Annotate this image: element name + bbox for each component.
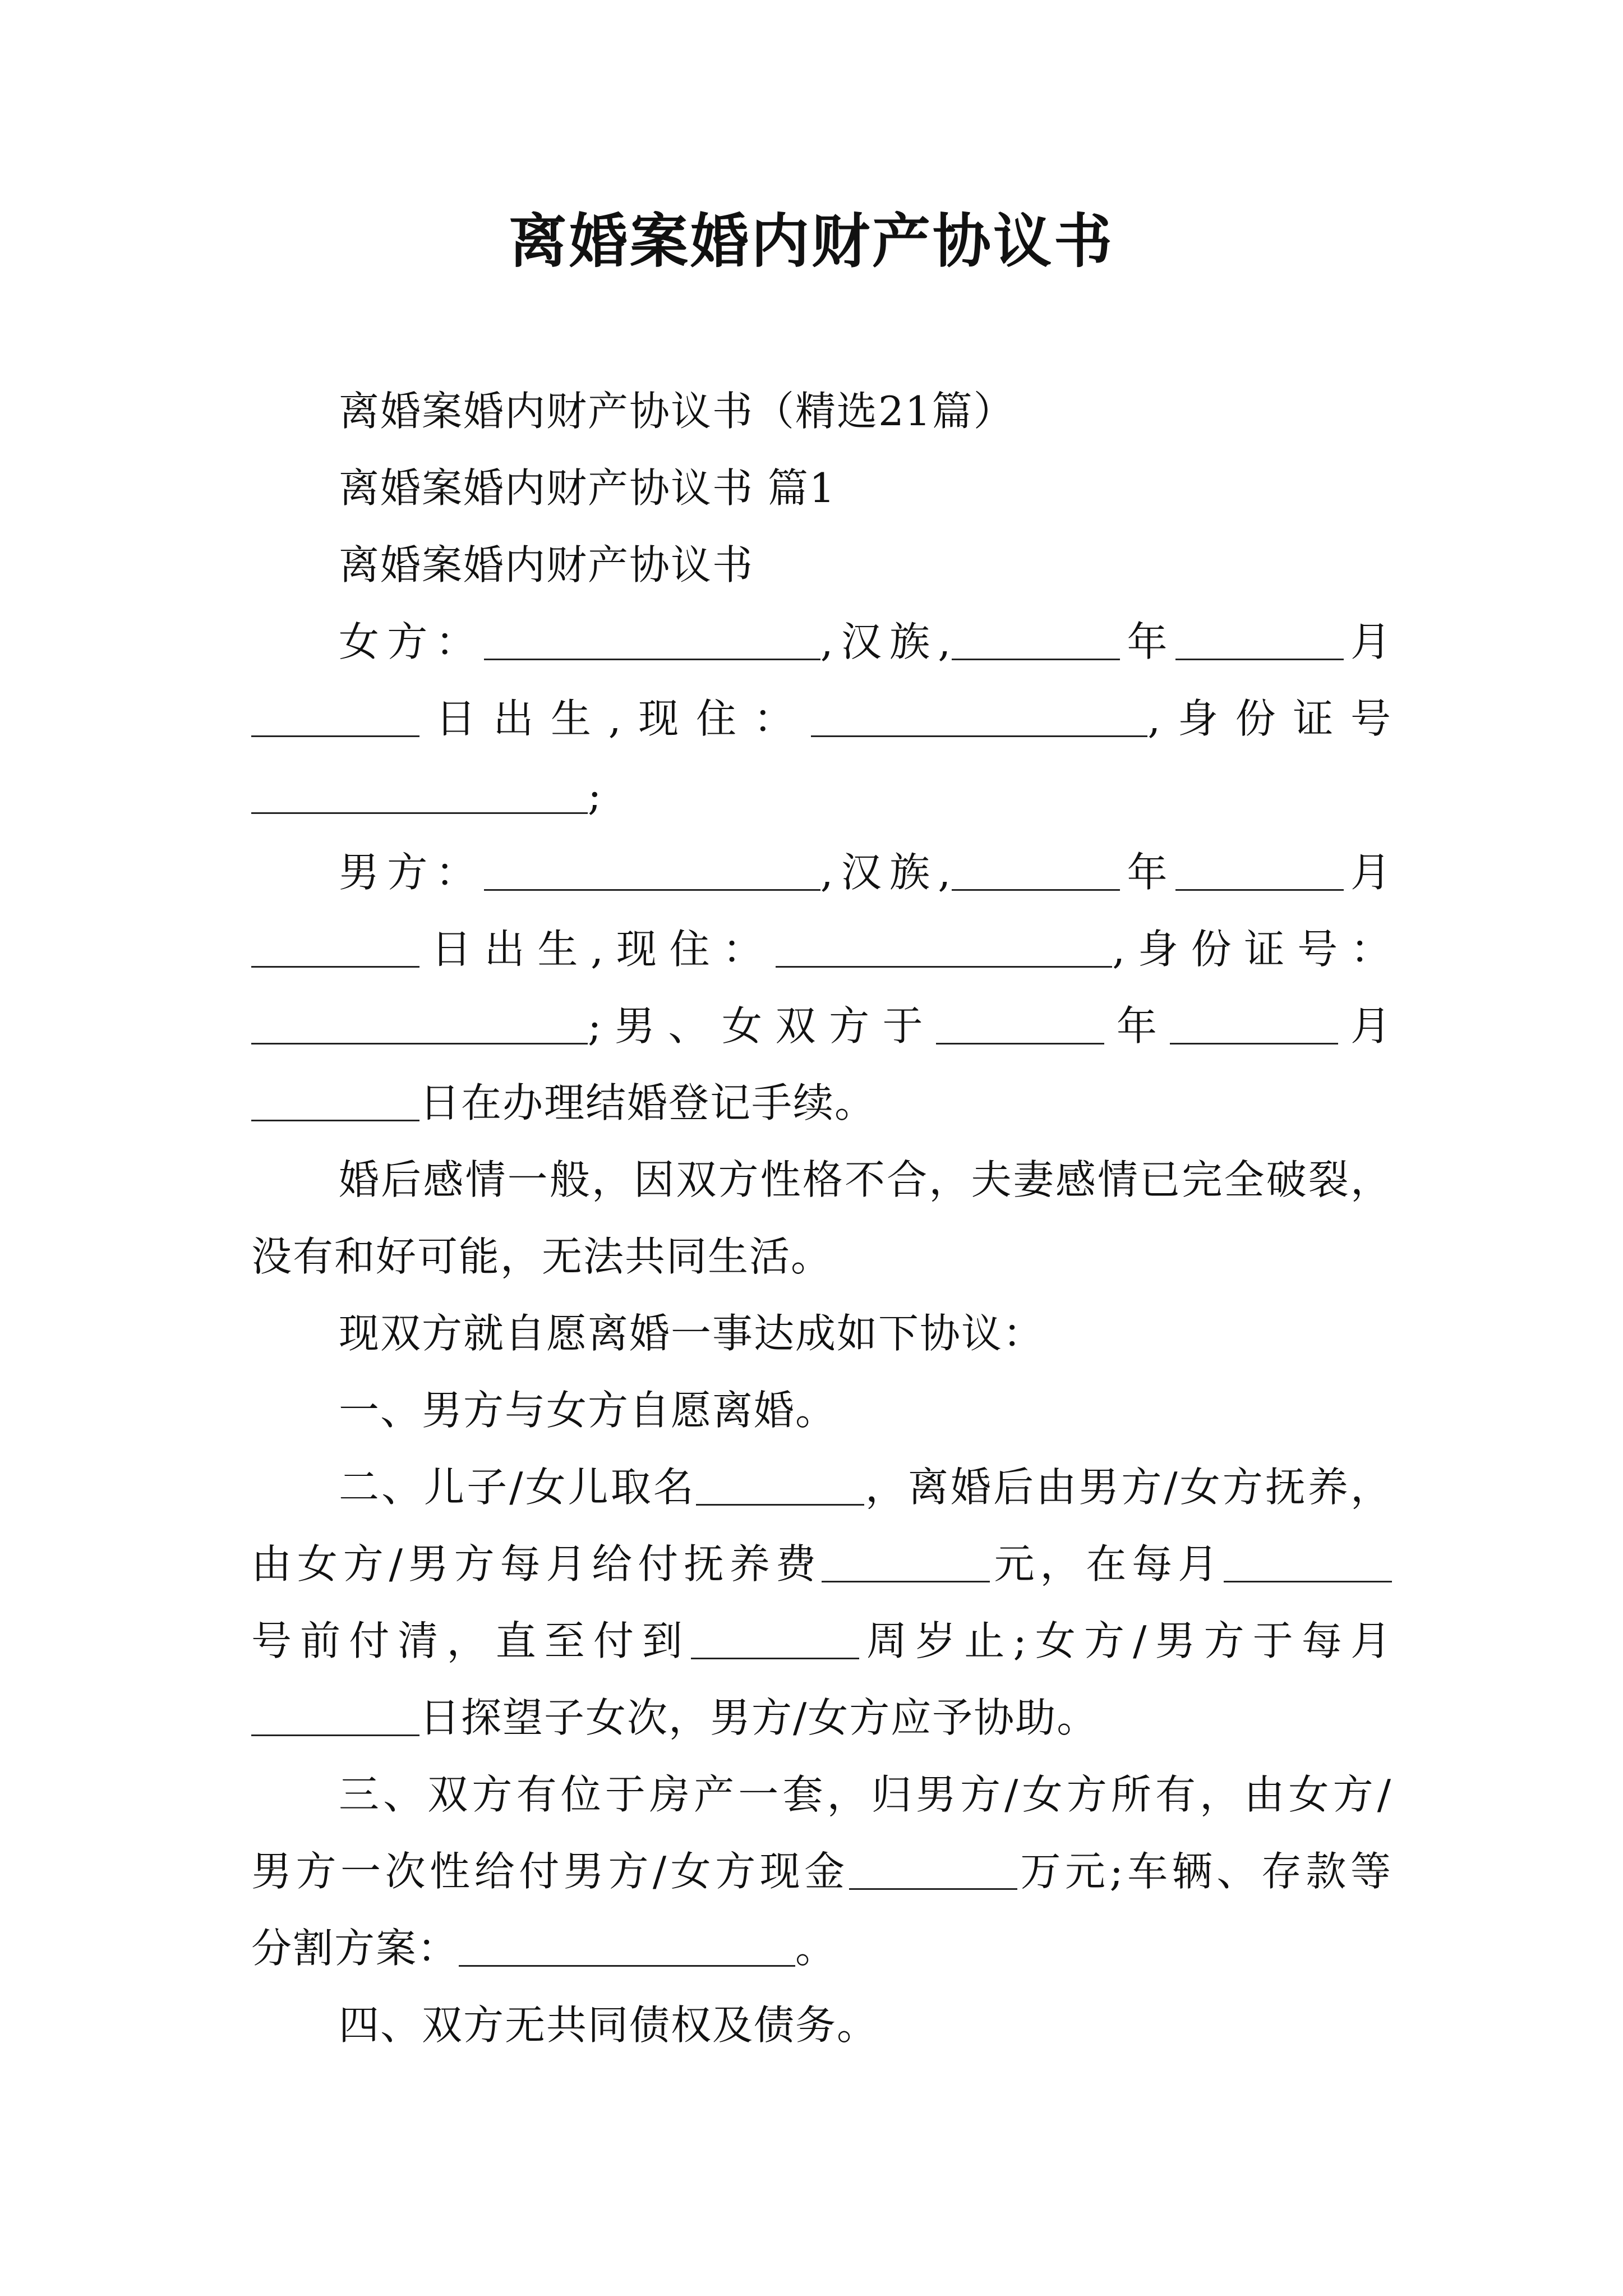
blank-field xyxy=(952,853,1120,891)
label-registration: 日在办理结婚登记手续。 xyxy=(419,1079,877,1126)
blank-field xyxy=(849,1852,1017,1890)
label-year: 年 xyxy=(1120,618,1175,665)
blank-field xyxy=(251,776,588,814)
blank-field xyxy=(691,1622,859,1659)
clause-1: 一、男方与女方自愿离婚。 xyxy=(339,1387,837,1434)
blank-field xyxy=(459,1929,795,1967)
paragraph-agreement-intro: 现双方就自愿离婚一事达成如下协议： xyxy=(339,1310,1045,1357)
blank-field xyxy=(484,853,820,891)
text-line xyxy=(251,1603,1392,1680)
text-line xyxy=(251,680,1392,757)
label-year: 年 xyxy=(1104,1002,1170,1050)
blank-field xyxy=(696,1468,864,1506)
blank-field xyxy=(251,1084,419,1121)
punctuation: ; xyxy=(588,772,603,819)
text-line xyxy=(251,911,1392,988)
clause-text: 号前付清，直至付到 xyxy=(251,1617,691,1664)
blank-field xyxy=(1175,853,1344,891)
text-line xyxy=(251,1833,1392,1910)
label-marriage-date: ;男、女双方于 xyxy=(588,1002,937,1050)
text-line xyxy=(251,1910,1392,1987)
page-title: 离婚案婚内财产协议书 xyxy=(508,206,1114,275)
text-line xyxy=(251,1756,1392,1833)
clause-3 xyxy=(251,1756,1392,1987)
label-id-number: ,身份证号 xyxy=(1147,695,1393,742)
text-line xyxy=(251,834,1392,911)
clause-text: 周岁止;女方/男方于每月 xyxy=(859,1617,1392,1664)
paragraph-subtitle: 离婚案婚内财产协议书（精选21篇） xyxy=(339,388,1015,435)
text-line xyxy=(251,1449,1392,1526)
label-born-residence: 日出生,现住： xyxy=(419,926,776,973)
blank-field xyxy=(251,1699,419,1736)
clause-text: 日探望子女次，男方/女方应予协助。 xyxy=(419,1694,1099,1741)
paragraph-section-heading: 离婚案婚内财产协议书 篇1 xyxy=(339,464,836,512)
label-year: 年 xyxy=(1120,849,1175,896)
clause-text: 元，在每月 xyxy=(989,1540,1224,1588)
text-line xyxy=(251,1526,1392,1603)
label-born-residence: 日出生,现住： xyxy=(419,695,811,742)
paragraph-man-info xyxy=(251,834,1392,1142)
blank-field xyxy=(484,623,820,660)
text-line xyxy=(251,1680,1392,1756)
label-man: 男方： xyxy=(339,849,484,896)
blank-field xyxy=(936,1007,1104,1045)
clause-2 xyxy=(251,1449,1392,1756)
clause-text: 万元;车辆、存款等 xyxy=(1017,1848,1392,1895)
text-line xyxy=(251,604,1392,680)
blank-field xyxy=(811,700,1147,737)
clause-text: 男方一次性给付男方/女方现金 xyxy=(251,1848,849,1895)
text-line xyxy=(251,1065,1392,1142)
label-woman: 女方： xyxy=(339,618,484,665)
text-line xyxy=(251,988,1392,1065)
label-month: 月 xyxy=(1343,849,1392,896)
blank-field xyxy=(251,1007,588,1045)
text-line xyxy=(251,757,1392,834)
document-body xyxy=(251,373,1392,2064)
blank-field xyxy=(952,623,1120,660)
clause-text: 由女方/男方每月给付抚养费 xyxy=(251,1540,822,1588)
label-ethnicity: ,汉族, xyxy=(820,849,952,896)
blank-field xyxy=(251,700,419,737)
label-id-number: ,身份证号： xyxy=(1112,926,1393,973)
blank-field xyxy=(1175,623,1344,660)
clause-text: 分割方案： xyxy=(251,1925,459,1972)
paragraph-woman-info xyxy=(251,604,1392,834)
label-month: 月 xyxy=(1343,618,1392,665)
punctuation: 。 xyxy=(795,1925,837,1972)
blank-field xyxy=(1170,1007,1338,1045)
blank-field xyxy=(251,930,419,968)
paragraph-relationship: 婚后感情一般，因双方性格不合，夫妻感情已完全破裂，没有和好可能，无法共同生活。 xyxy=(251,1156,1392,1280)
clause-text: ，离婚后由男方/女方抚养， xyxy=(864,1464,1392,1511)
blank-field xyxy=(822,1545,990,1582)
paragraph-doc-heading: 离婚案婚内财产协议书 xyxy=(339,541,754,588)
label-month: 月 xyxy=(1338,1002,1392,1050)
clause-text: 二、儿子/女儿取名 xyxy=(339,1464,696,1511)
clause-text: 三、双方有位于房产一套，归男方/女方所有，由女方/ xyxy=(339,1771,1392,1818)
clause-4: 四、双方无共同债权及债务。 xyxy=(339,2001,879,2049)
blank-field xyxy=(776,930,1112,968)
label-ethnicity: ,汉族, xyxy=(820,618,952,665)
blank-field xyxy=(1224,1545,1392,1582)
